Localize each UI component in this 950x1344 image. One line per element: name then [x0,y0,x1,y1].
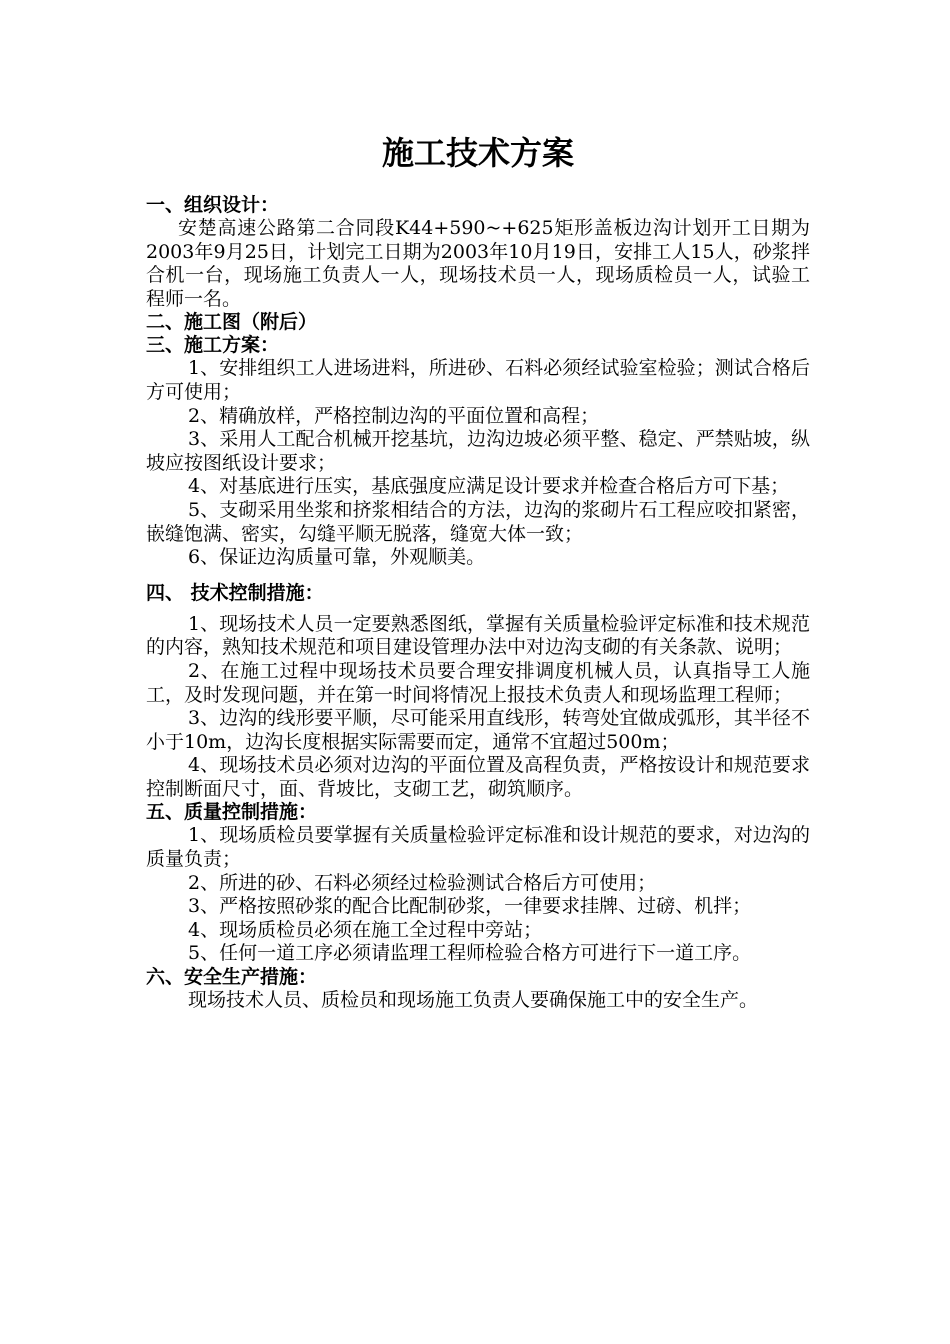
list-item: 4、现场质检员必须在施工全过程中旁站； [188,918,543,941]
list-item: 2、在施工过程中现场技术员要合理安排调度机械人员，认真指导工人施工，及时发现问题，并在第一时间将情况上报技术负责人和现场监理工程师； [146,659,810,706]
list-item: 5、任何一道工序必须请监理工程师检验合格方可进行下一道工序。 [188,942,752,965]
list-item: 3、边沟的线形要平顺，尽可能采用直线形，转弯处宜做成弧形，其半径不小于10m，边沟长度根据实际需要而定，通常不宜超过500m； [146,707,810,753]
section-heading-drawings: 二、施工图（附后） [146,311,318,334]
list-item: 5、支砌采用坐浆和挤浆相结合的方法，边沟的浆砌片石工程应咬扣紧密，嵌缝饱满、密实，勾缝平顺无脱落，缝宽大体一致； [146,498,810,545]
list-item: 3、采用人工配合机械开挖基坑，边沟边坡必须平整、稳定、严禁贴坡，纵坡应按图纸设计要求； [146,428,810,474]
list-item: 1、安排组织工人进场进料，所进砂、石料必须经试验室检验；测试合格后方可使用； [146,357,810,403]
list-item: 2、精确放样，严格控制边沟的平面位置和高程； [188,404,600,427]
list-item: 4、现场技术员必须对边沟的平面位置及高程负责，严格按设计和规范要求控制断面尺寸，面、背坡比，支砌工艺，砌筑顺序。 [146,754,810,800]
section-heading-organization: 一、组织设计： [146,194,280,216]
paragraph-organization: 安楚高速公路第二合同段K44+590~+625矩形盖板边沟计划开工日期为2003年9月25日，计划完工日期为2003年10月19日，安排工人15人，砂浆拌合机一台，现场施工负责人一人，现场技术员一人，现场质检员一人，试验工程师一名。 [146,217,810,310]
list-item: 1、现场技术人员一定要熟悉图纸，掌握有关质量检验评定标准和技术规范的内容，熟知技术规范和项目建设管理办法中对边沟支砌的有关条款、说明； [146,612,810,659]
section-heading-construction-plan: 三、施工方案： [146,334,280,357]
section-heading-safety: 六、安全生产措施： [146,966,318,989]
list-item: 2、所进的砂、石料必须经过检验测试合格后方可使用； [188,871,657,894]
paragraph-safety: 现场技术人员、质检员和现场施工负责人要确保施工中的安全生产。 [188,989,759,1012]
document-title: 施工技术方案 [381,134,574,172]
list-item: 1、现场质检员要掌握有关质量检验评定标准和设计规范的要求，对边沟的质量负责； [146,824,810,871]
section-heading-quality-control: 五、质量控制措施： [146,801,318,824]
list-item: 4、对基底进行压实，基底强度应满足设计要求并检查合格后方可下基； [188,475,790,498]
section-heading-technical-control: 四、 技术控制措施： [146,581,324,604]
list-item: 3、严格按照砂浆的配合比配制砂浆，一律要求挂牌、过磅、机拌； [188,895,752,918]
list-item: 6、保证边沟质量可靠，外观顺美。 [188,546,486,569]
document-page [146,128,810,1013]
